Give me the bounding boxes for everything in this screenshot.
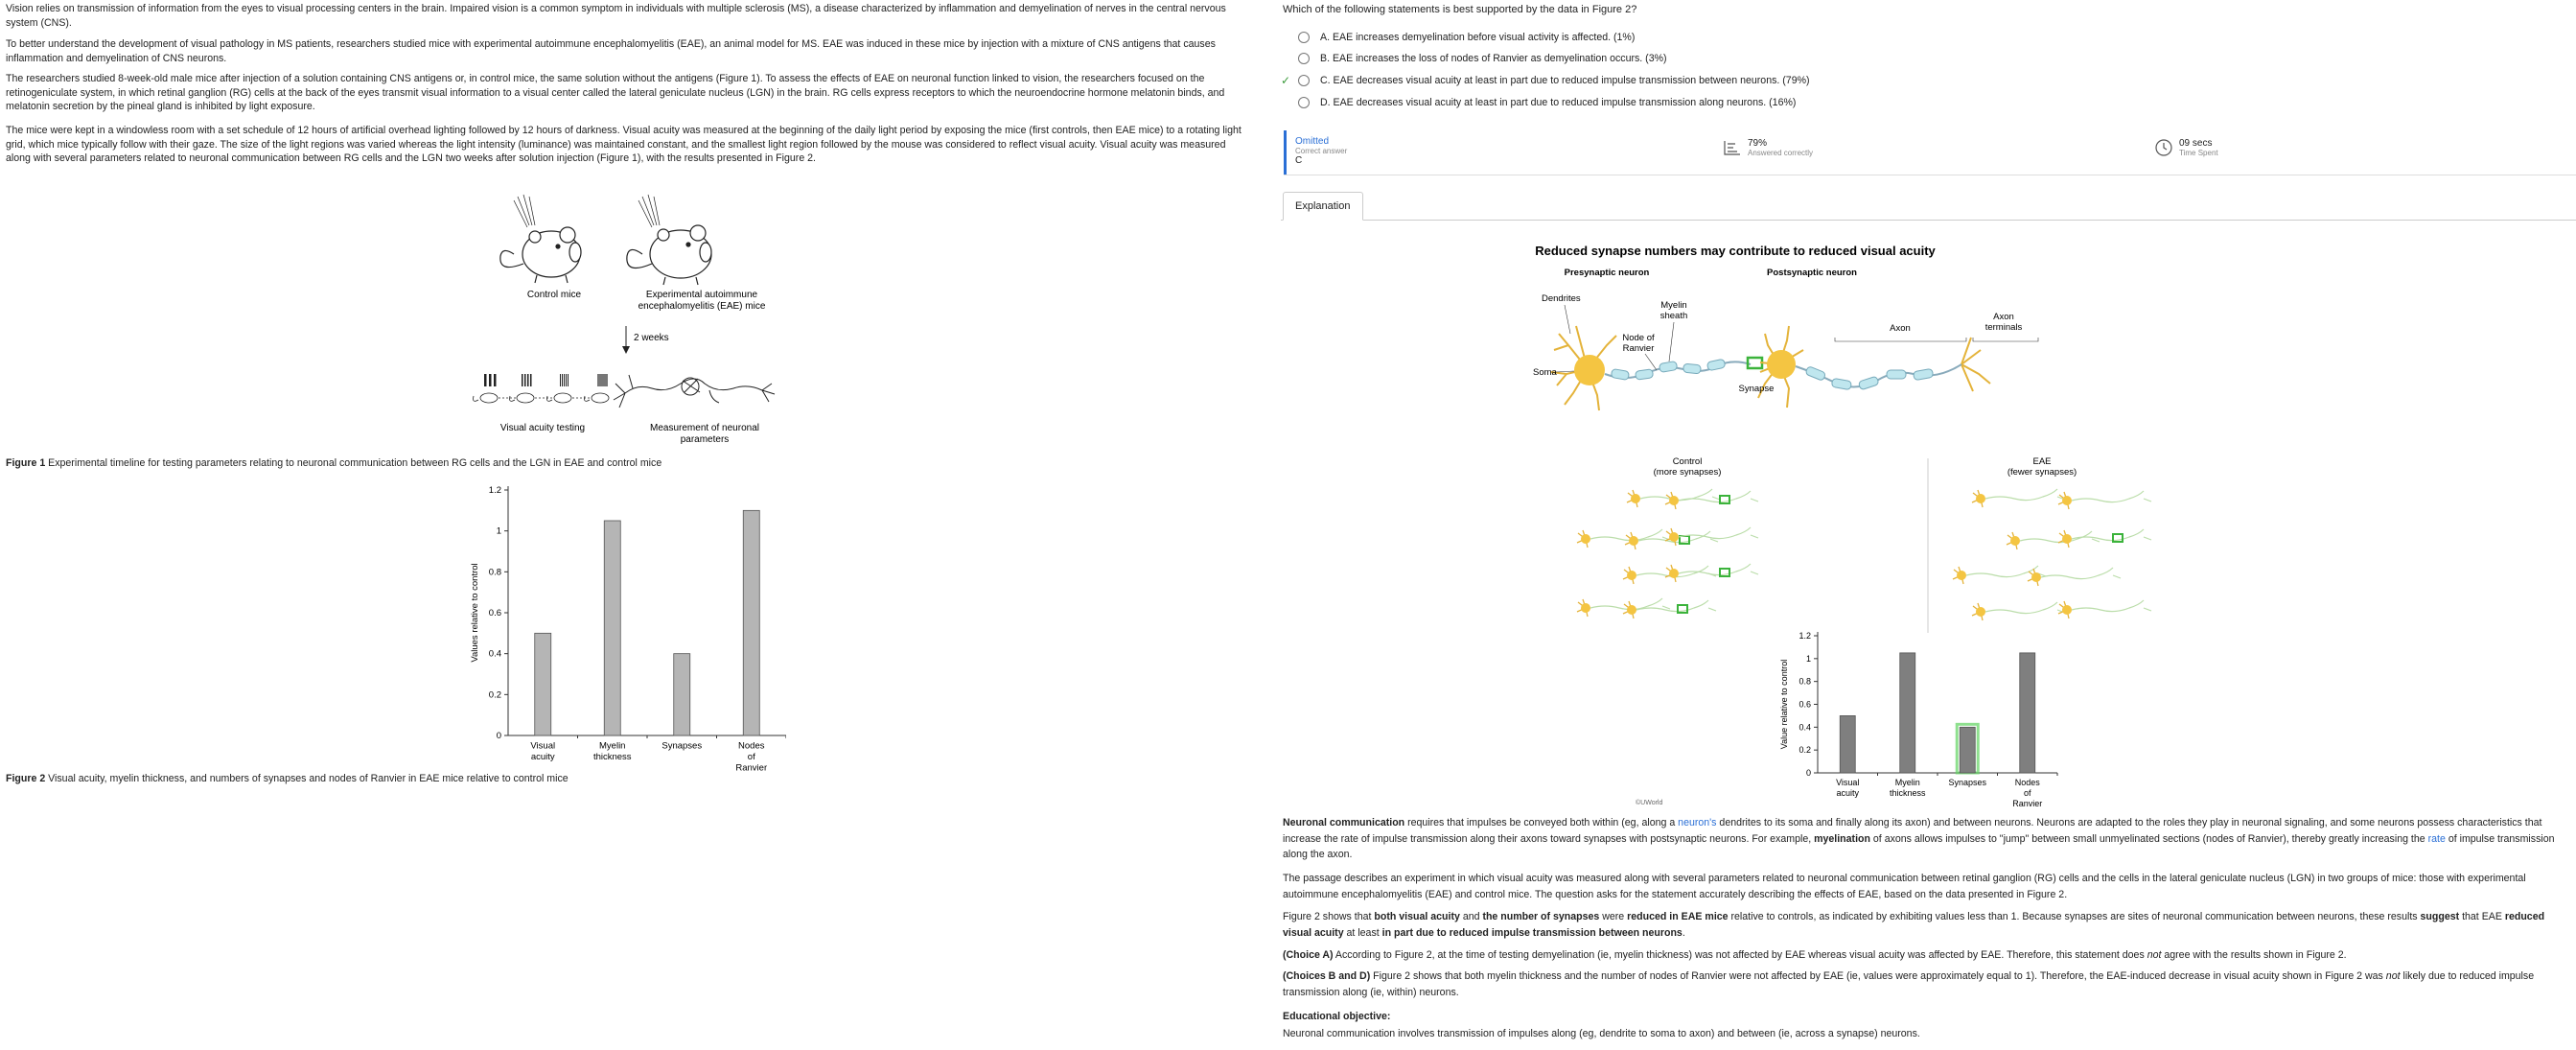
x-tick-label: Ranvier bbox=[2012, 799, 2043, 808]
percent-label: Answered correctly bbox=[1748, 149, 1814, 157]
exp3-bold-a: both visual acuity bbox=[1374, 911, 1460, 922]
presynaptic-soma bbox=[1574, 355, 1605, 385]
figure2-caption bbox=[6, 773, 569, 784]
exp3-bold-e: reduced visual acuity bbox=[1283, 911, 2545, 939]
mini-neuron bbox=[1972, 489, 2065, 507]
x-tick-label: Synapses bbox=[661, 740, 703, 752]
bar-nodes-of-ranvier bbox=[2020, 653, 2035, 773]
exp3-text-d: relative to controls, as indicated by exhibiting values less than 1. Because synapses are sites of neuronal communication between neurons, these results bbox=[1728, 911, 2421, 922]
presynaptic-label: Presynaptic neuron bbox=[1564, 268, 1650, 278]
exp3-text-g: . bbox=[1682, 926, 1685, 939]
postsynaptic-label: Postsynaptic neuron bbox=[1767, 268, 1857, 278]
x-tick-label: Visual bbox=[530, 740, 556, 752]
x-tick-label: Ranvier bbox=[735, 762, 768, 772]
explanation-choice-bd bbox=[1283, 968, 2572, 1000]
answer-option-a[interactable] bbox=[1298, 32, 1635, 43]
myelin-label-line1: Myelin bbox=[1660, 300, 1687, 311]
exp3-text-b: and bbox=[1459, 911, 1483, 922]
explanation-choice-a bbox=[1283, 947, 2572, 964]
y-axis-label: Value relative to control bbox=[1779, 659, 1789, 750]
answer-option-c[interactable] bbox=[1298, 75, 1810, 86]
question-stem: Which of the following statements is best supported by the data in Figure 2? bbox=[1283, 4, 1637, 15]
bar-visual-acuity bbox=[535, 633, 551, 735]
x-tick-label: acuity bbox=[530, 752, 555, 762]
dendrites-label: Dendrites bbox=[1542, 293, 1581, 304]
exp3-text-e: that EAE bbox=[2459, 911, 2505, 922]
figure1-caption bbox=[6, 457, 661, 469]
y-tick-label: 1.2 bbox=[1799, 631, 1811, 641]
educational-objective-text: Neuronal communication involves transmission of impulses along (eg, dendrite to soma to axon) and between (ie, across a synapse) neurons. bbox=[1283, 1028, 1920, 1039]
passage-paragraph-3: The researchers studied 8-week-old male mice after injection of a solution containing CNS antigens or, in control mice, the same solution without the antigens (Figure 1). To assess the effects of EAE on neuronal function linked to vision, the researchers focused on the retinogeniculate system, in which retinal ganglion (RG) cells at the back of the eyes transmit visual information to a visual center called the lateral geniculate nucleus (LGN) in the brain. RG cells express receptors to which the neuroendocrine hormone melatonin binds, and melatonin secretion by the pineal gland is inhibited by light exposure. bbox=[6, 73, 1225, 112]
light-grid-icons bbox=[484, 374, 608, 386]
synapse-highlight-box bbox=[1748, 358, 1762, 368]
mini-neuron bbox=[2058, 600, 2151, 618]
correct-check-icon: ✓ bbox=[1281, 74, 1291, 87]
radio-a[interactable] bbox=[1298, 32, 1310, 43]
node-label-line2: Ranvier bbox=[1622, 343, 1655, 354]
y-tick-label: 1 bbox=[1805, 653, 1811, 664]
y-tick-label: 0 bbox=[1805, 768, 1811, 778]
choice-a-text-b: agree with the results shown in Figure 2. bbox=[2161, 949, 2347, 961]
x-tick-label: Nodes bbox=[738, 740, 765, 752]
myelin-label-line2: sheath bbox=[1659, 311, 1688, 321]
explanation-paragraph-2: The passage describes an experiment in which visual acuity was measured along with several parameters related to neuronal communication between retinal ganglion (RG) cells and the cells in the lateral geniculate nucleus (LGN) in two groups of mice: those with experimental autoimmune encephalomyelitis (EAE) and control mice. The question asks for the statement accurately describing the effects of EAE, based on the data presented in Figure 2. bbox=[1283, 873, 2526, 900]
tab-explanation[interactable]: Explanation bbox=[1283, 192, 1363, 221]
neuronal-communication-term: Neuronal communication bbox=[1283, 817, 1405, 828]
status-text: Omitted bbox=[1295, 136, 1330, 147]
control-mice-label: Control mice bbox=[526, 290, 582, 300]
x-tick-label: Myelin bbox=[599, 740, 626, 752]
bar-synapses bbox=[674, 654, 690, 735]
eae-mouse-icon bbox=[627, 195, 711, 285]
question-pane bbox=[1281, 0, 2576, 1050]
x-tick-label: Nodes bbox=[2014, 778, 2040, 787]
passage-paragraph-4: The mice were kept in a windowless room with a set schedule of 12 hours of artificial overhead lighting followed by 12 hours of darkness. Visual acuity was measured at the beginning of the daily light period by exposing the mice (first controls, then EAE mice) to a rotating light grid, which mice typically follow with their gaze. The size of the light regions was varied whereas the light intensity (luminance) was maintained constant, and the smallest light region followed by the mouse was considered to reflect visual acuity. Visual acuity was measured along with several parameters related to neuronal communication between RG cells and the LGN two weeks after solution injection (Figure 1), with the results presented in Figure 2. bbox=[6, 125, 1242, 164]
bar-myelin-thickness bbox=[604, 521, 620, 735]
neuron-icon bbox=[614, 375, 775, 408]
mini-neuron bbox=[1623, 600, 1716, 618]
eae-neuron-network bbox=[1953, 489, 2151, 620]
y-tick-label: 0.6 bbox=[1799, 699, 1811, 710]
exp1-text-b: dendrites to its soma and finally along its axon) and between neurons. Neurons are adapted to the roles they play in neuronal signaling, and some neurons possess characteristics that increase the rate of impulse transmission along their axons toward synapses with postsynaptic neurons. For example, bbox=[1283, 817, 2542, 845]
mini-neuron bbox=[2028, 568, 2121, 586]
axon-label: Axon bbox=[1890, 323, 1911, 334]
mini-neuron bbox=[1665, 491, 1758, 509]
mini-neuron bbox=[1577, 529, 1670, 548]
x-tick-label: of bbox=[2023, 788, 2031, 798]
exp1-text-a: requires that impulses be conveyed both within (eg, along a bbox=[1404, 817, 1679, 828]
option-b-letter: B. bbox=[1320, 53, 1331, 64]
figure1-caption-text: Experimental timeline for testing parameters relating to neuronal communication between RG cells and the LGN in EAE and control mice bbox=[45, 457, 662, 469]
answer-option-d[interactable] bbox=[1298, 97, 1796, 108]
y-tick-label: 0.6 bbox=[488, 608, 501, 618]
option-b-text: EAE increases the loss of nodes of Ranvier as demyelination occurs. (3%) bbox=[1332, 53, 1667, 64]
figure2-caption-label: Figure 2 bbox=[6, 773, 46, 784]
correct-answer-label: Correct answer bbox=[1295, 147, 1348, 155]
axon-terminals-label-line2: terminals bbox=[1984, 322, 2023, 333]
bar-myelin-thickness bbox=[1900, 653, 1915, 773]
measurement-label-line2: parameters bbox=[680, 434, 730, 445]
synapse-label: Synapse bbox=[1738, 384, 1775, 394]
educational-objective-title: Educational objective: bbox=[1283, 1011, 1391, 1022]
neuron-link[interactable]: neuron's bbox=[1678, 817, 1717, 828]
mini-neuron bbox=[1665, 564, 1758, 582]
bar-nodes-of-ranvier bbox=[743, 510, 759, 735]
passage-paragraph-2: To better understand the development of visual pathology in MS patients, researchers studied mice with experimental autoimmune encephalomyelitis (EAE), an animal model for MS. EAE was induced in these mice by injection with a mixture of CNS antigens that causes inflammation and demyelination of CNS neurons. bbox=[6, 38, 1216, 64]
two-weeks-label: 2 weeks bbox=[634, 333, 669, 343]
option-a-letter: A. bbox=[1320, 32, 1331, 43]
radio-c[interactable] bbox=[1298, 75, 1310, 86]
control-mouse-icon bbox=[500, 195, 581, 283]
choice-bd-label: (Choices B and D) bbox=[1283, 970, 1371, 982]
mini-neuron bbox=[2058, 529, 2151, 548]
time-value: 09 secs bbox=[2179, 138, 2213, 149]
control-panel-label-line1: Control bbox=[1672, 456, 1703, 467]
bar-chart-icon bbox=[1723, 139, 1742, 156]
x-tick-label: Myelin bbox=[1894, 778, 1920, 787]
y-tick-label: 0.2 bbox=[1799, 745, 1811, 756]
omitted-stat bbox=[1295, 136, 1347, 166]
explanation-tabs bbox=[1281, 192, 2576, 221]
mini-neuron bbox=[1972, 602, 2065, 620]
illustration-title: Reduced synapse numbers may contribute to reduced visual acuity bbox=[1535, 244, 1936, 258]
y-tick-label: 0.2 bbox=[488, 689, 501, 701]
exp3-bold-f: in part due to reduced impulse transmission between neurons bbox=[1381, 926, 1683, 939]
rate-link[interactable]: rate bbox=[2427, 832, 2446, 845]
radio-d[interactable] bbox=[1298, 97, 1310, 108]
y-tick-label: 0.8 bbox=[488, 567, 501, 578]
eae-panel-label-line2: (fewer synapses) bbox=[2007, 467, 2077, 478]
option-d-letter: D. bbox=[1320, 97, 1331, 108]
mini-neuron bbox=[2058, 491, 2151, 509]
explanation-bar-chart bbox=[1779, 631, 2057, 808]
x-tick-label: of bbox=[747, 752, 755, 762]
y-tick-label: 1 bbox=[496, 525, 501, 537]
exp3-bold-b: the number of synapses bbox=[1482, 911, 1600, 922]
passage-pane bbox=[0, 0, 1265, 1050]
exp3-bold-d: suggest bbox=[2420, 911, 2460, 922]
option-c-letter: C. bbox=[1320, 75, 1331, 86]
exp3-text-a: Figure 2 shows that bbox=[1283, 911, 1375, 922]
percent-correct-stat bbox=[1723, 138, 1813, 157]
passage-paragraph-1: Vision relies on transmission of information from the eyes to visual processing centers in the brain. Impaired vision is a common symptom in individuals with multiple sclerosis (MS), a disease characterized by inflammation and demyelination of nerves in the central nervous system (CNS). bbox=[6, 3, 1226, 29]
eae-panel-label-line1: EAE bbox=[2032, 456, 2052, 467]
figure1-caption-label: Figure 1 bbox=[6, 457, 46, 469]
bar-visual-acuity bbox=[1840, 715, 1855, 773]
x-tick-label: acuity bbox=[1836, 788, 1860, 798]
choice-bd-text-a: Figure 2 shows that both myelin thickness and the number of nodes of Ranvier were not affected by EAE (ie, values were approximately equal to 1). Therefore, the EAE-induced decrease in visual acuity shown in Figure 2 was bbox=[1370, 970, 2386, 982]
exp3-text-c: were bbox=[1599, 911, 1628, 922]
exp3-bold-c: reduced in EAE mice bbox=[1627, 911, 1729, 922]
exp3-text-f: at least bbox=[1343, 926, 1382, 939]
figure1-illustration bbox=[460, 187, 805, 451]
myelinated-axon-2 bbox=[1796, 364, 1961, 390]
status-accent-bar bbox=[1284, 130, 1287, 175]
option-c-text: EAE decreases visual acuity at least in part due to reduced impulse transmission between neurons. (79%) bbox=[1333, 75, 1810, 86]
exp1-text-d: of impulse transmission along the axon. bbox=[1283, 832, 2555, 860]
y-axis-label: Values relative to control bbox=[470, 563, 480, 663]
mini-neuron bbox=[1953, 566, 2046, 584]
choice-a-label: (Choice A) bbox=[1283, 949, 1334, 961]
visual-acuity-testing-label: Visual acuity testing bbox=[499, 423, 586, 433]
correct-answer-value: C bbox=[1295, 155, 1303, 166]
myelination-term: myelination bbox=[1814, 832, 1870, 845]
answer-option-b[interactable] bbox=[1298, 53, 1667, 64]
time-label: Time Spent bbox=[2179, 149, 2218, 157]
x-tick-label: Visual bbox=[1836, 778, 1860, 787]
exp1-text-c: of axons allows impulses to "jump" between small unmyelinated sections (nodes of Ranvier), thereby greatly increasing the bbox=[1869, 832, 2428, 845]
eae-mice-label-line2: encephalomyelitis (EAE) mice bbox=[638, 301, 766, 312]
figure2-caption-text: Visual acuity, myelin thickness, and numbers of synapses and nodes of Ranvier in EAE mice relative to control mice bbox=[45, 773, 569, 784]
control-panel-label-line2: (more synapses) bbox=[1653, 467, 1722, 478]
x-tick-label: thickness bbox=[592, 752, 632, 762]
x-tick-label: Synapses bbox=[1948, 778, 1987, 787]
explanation-paragraph-3 bbox=[1283, 909, 2572, 941]
control-neuron-network bbox=[1577, 489, 1758, 618]
mini-neuron bbox=[2007, 531, 2100, 549]
clock-icon bbox=[2154, 138, 2173, 157]
y-tick-label: 0 bbox=[496, 731, 501, 741]
radio-b[interactable] bbox=[1298, 53, 1310, 64]
explanation-illustration bbox=[1281, 230, 2576, 810]
answer-stats-bar bbox=[1284, 130, 2576, 175]
choice-a-italic: not bbox=[2147, 949, 2162, 961]
y-tick-label: 0.4 bbox=[1799, 722, 1811, 733]
choice-a-text-a: According to Figure 2, at the time of testing demyelination (ie, myelin thickness) was not affected by EAE whereas visual acuity was affected by EAE. Therefore, this statement does bbox=[1333, 949, 2147, 961]
myelinated-axon-1 bbox=[1605, 359, 1751, 380]
figure2-bar-chart bbox=[460, 479, 786, 772]
measurement-label-line1: Measurement of neuronal bbox=[650, 423, 759, 433]
x-tick-label: thickness bbox=[1889, 788, 1926, 798]
option-a-text: EAE increases demyelination before visual activity is affected. (1%) bbox=[1332, 32, 1636, 43]
explanation-paragraph-1 bbox=[1283, 815, 2572, 863]
y-tick-label: 0.8 bbox=[1799, 676, 1811, 687]
node-label-line1: Node of bbox=[1622, 333, 1655, 343]
choice-bd-italic: not bbox=[2385, 970, 2401, 982]
copyright-text: ©UWorld bbox=[1636, 800, 1663, 806]
option-d-text: EAE decreases visual acuity at least in part due to reduced impulse transmission along neurons. (16%) bbox=[1333, 97, 1797, 108]
soma-label: Soma bbox=[1533, 367, 1557, 378]
testing-mice-row bbox=[474, 393, 609, 403]
choice-bd-text-b: likely due to reduced impulse transmission along (ie, within) neurons. bbox=[1283, 970, 2535, 998]
axon-terminals-label-line1: Axon bbox=[1993, 312, 2014, 322]
bar-synapses bbox=[1960, 727, 1975, 773]
y-tick-label: 0.4 bbox=[488, 648, 501, 660]
time-spent-stat bbox=[2154, 138, 2218, 157]
y-tick-label: 1.2 bbox=[488, 485, 501, 496]
percent-value: 79% bbox=[1748, 138, 1768, 149]
postsynaptic-soma bbox=[1767, 350, 1796, 379]
eae-mice-label-line1: Experimental autoimmune bbox=[645, 290, 758, 300]
